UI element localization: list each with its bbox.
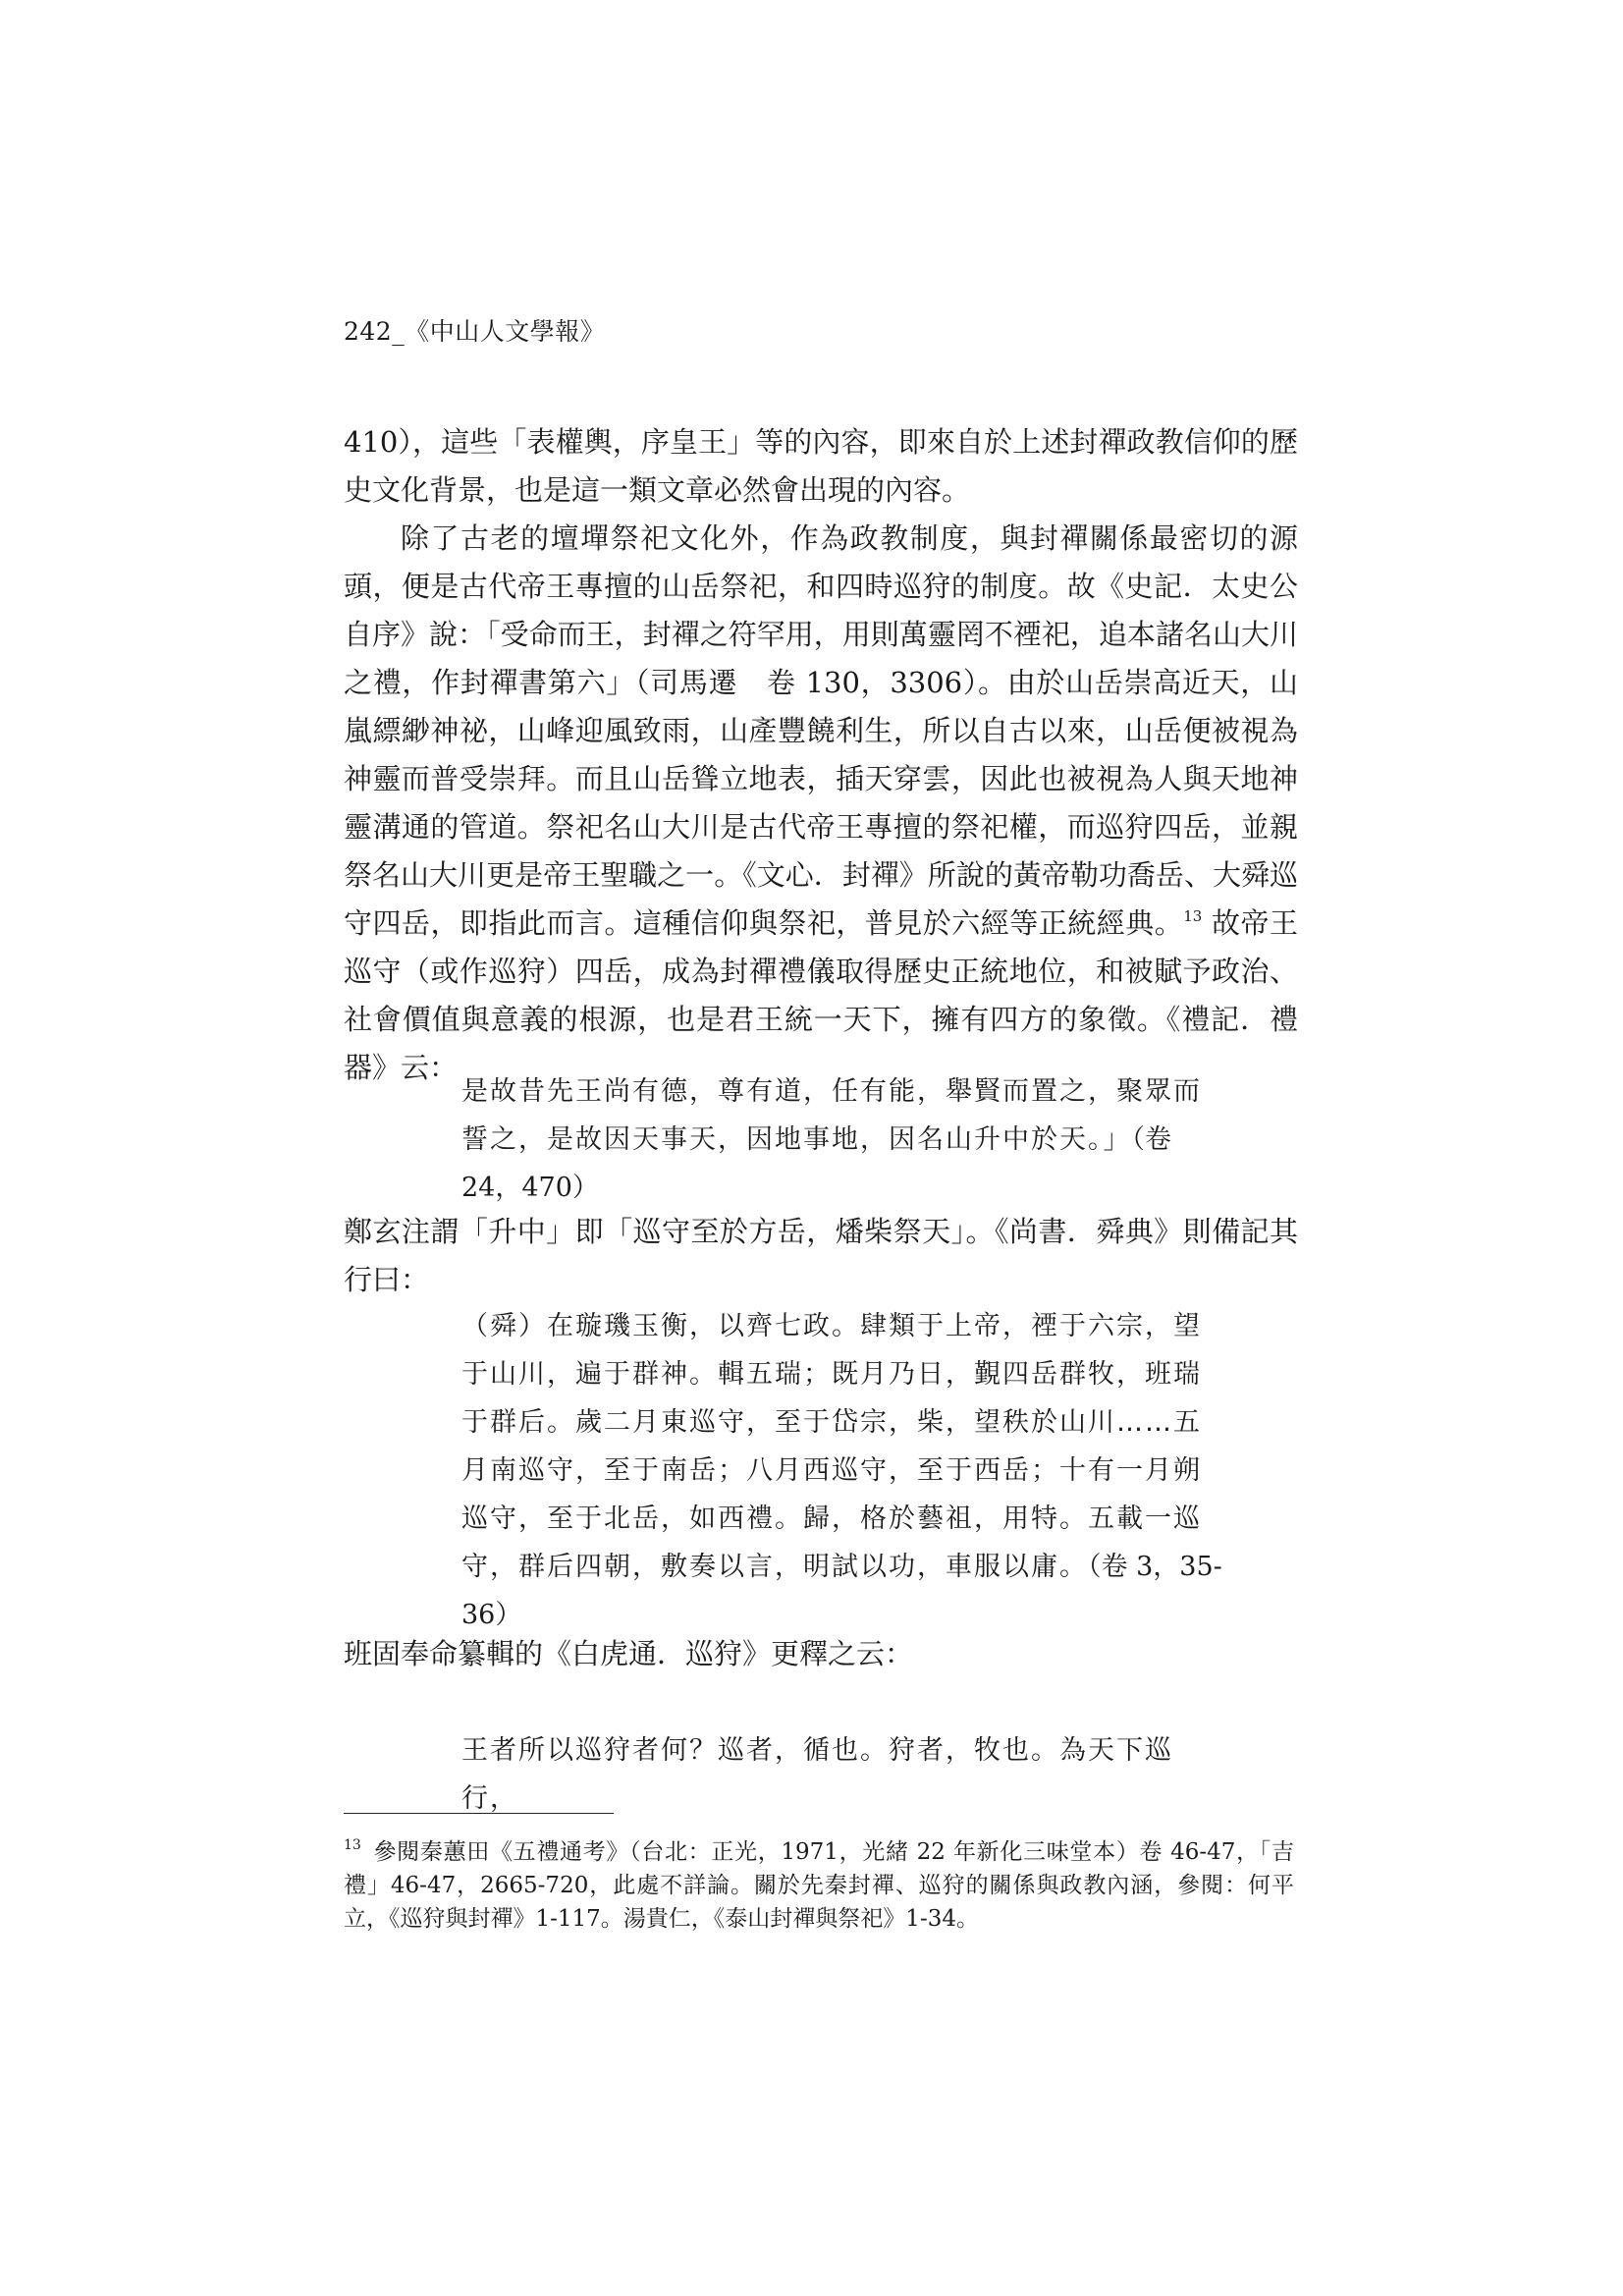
paragraph-4: 班固奉命纂輯的《白虎通．巡狩》更釋之云： — [344, 1637, 914, 1670]
footnote-13 — [344, 1835, 1294, 1936]
paragraph-3: 鄭玄注謂「升中」即「巡守至於方岳，燔柴祭天」。《尚書．舜典》則備記其行曰： — [344, 1215, 1298, 1296]
paragraph-1: 410），這些「表權輿，序皇王」等的內容，即來自於上述封禪政教信仰的歷史文化背景，也是這一類文章必然會出現的內容。 — [344, 425, 1298, 507]
block-quote-shangshu — [461, 1302, 1227, 1639]
footnote-ref-13[interactable]: 13 — [1183, 907, 1203, 925]
quote-shangshu-text: （舜）在璇璣玉衡，以齊七政。肆類于上帝，禋于六宗，望于山川，遍于群神。輯五瑞；既月乃日，覲四岳群牧，班瑞于群后。歲二月東巡守，至于岱宗，柴，望秩於山川……五月南巡守，至于南岳；八月西巡守，至于西岳；十有一月朔巡守，至于北岳，如西禮。歸，格於藝祖，用特。五載一巡守，群后四朝，敷奏以言，明試以功，車服以庸。 — [461, 1311, 1202, 1582]
paragraph-2 — [344, 515, 1298, 1092]
footnote-divider — [344, 1813, 614, 1814]
block-quote-liji — [461, 1067, 1227, 1212]
quote-liji-text: 是故昔先王尚有德，尊有道，任有能，舉賢而置之，聚眾而誓之，是故因天事天，因地事地，因名山升中於天。」 — [461, 1076, 1202, 1155]
footnote-number: 13 — [344, 1837, 361, 1853]
footnote-text: 參閱秦蕙田《五禮通考》（台北：正光，1971，光緒 22 年新化三味堂本）卷 46-47，「吉禮」46-47，2665-720，此處不詳論。關於先秦封禪、巡狩的關係與政教內涵，參閱：何平立，《巡狩與封禪》1-117。湯貴仁，《泰山封禪與祭祀》1-34。 — [344, 1839, 1294, 1932]
block-quote-baihutong: 王者所以巡狩者何？巡者，循也。狩者，牧也。為天下巡行， — [461, 1735, 1173, 1814]
paragraph-2-tail: 故帝王巡守（或作巡狩）四岳，成為封禪禮儀取得歷史正統地位，和被賦予政治、社會價值與意義的根源，也是君王統一天下，擁有四方的象徵。《禮記．禮器》云： — [344, 906, 1298, 1084]
paragraph-2-text: 除了古老的壇墠祭祀文化外，作為政教制度，與封禪關係最密切的源頭，便是古代帝王專擅的山岳祭祀，和四時巡狩的制度。故《史記．太史公自序》說：「受命而王，封禪之符罕用，用則萬靈罔不禋祀，追本諸名山大川之禮，作封禪書第六」（司馬遷 卷 130，3306）。由於山岳崇高近天，山嵐縹緲神祕，山峰迎風致雨，山產豐饒利生，所以自古以來，山岳便被視為神靈而普受崇拜。而且山岳聳立地表，插天穿雲，因此也被視為人與天地神靈溝通的管道。祭祀名山大川是古代帝王專擅的祭祀權，而巡狩四岳，並親祭名山大川更是帝王聖職之一。《文心．封禪》所說的黃帝勒功喬岳、大舜巡守四岳，即指此而言。這種信仰與祭祀，普見於六經等正統經典。 — [344, 521, 1298, 940]
running-head: 242_《中山人文學報》 — [344, 317, 606, 346]
quote-liji-citation: （卷 24，470） — [461, 1124, 1171, 1203]
quote-shangshu-citation: （卷 3，35-36） — [461, 1552, 1222, 1630]
